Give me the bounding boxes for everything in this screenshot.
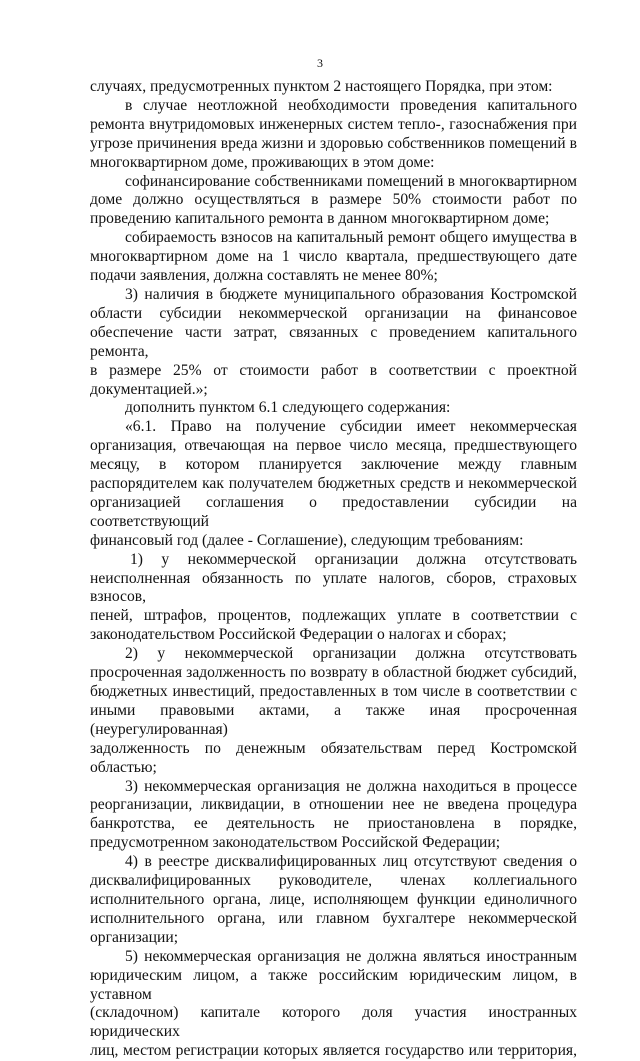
text-line: неисполненная обязанность по уплате налогов, сборов, страховых взносов, (90, 569, 577, 606)
text-line: дисквалифицированных руководителе, членах коллегиального (90, 872, 577, 890)
text-line: 3) некоммерческая организация не должна находиться в процессе (125, 777, 577, 795)
text-line: проведению капитального ремонта в данном многоквартирном доме; (90, 210, 550, 228)
text-line: просроченная задолженность по возврату в областной бюджет субсидий, (90, 664, 577, 682)
text-line: многоквартирном доме, проживающих в этом доме: (90, 153, 435, 171)
text-line: исполнительного органа, или главном бухгалтере некоммерческой (90, 909, 577, 927)
text-line: 2) у некоммерческой организации должна отсутствовать (125, 645, 577, 663)
text-line: 5) некоммерческая организация не должна являться иностранным (125, 947, 577, 965)
text-line: угрозе причинения вреда жизни и здоровью собственников помещений в (90, 134, 577, 152)
text-line: (складочном) капитале которого доля участия иностранных юридических (90, 1004, 577, 1041)
text-line: документацией.»; (90, 380, 208, 398)
text-line: финансовый год (далее - Соглашение), следующим требованиям: (90, 531, 524, 549)
page-number: 3 (317, 56, 323, 70)
text-line: обеспечение части затрат, связанных с проведением капитального ремонта, (90, 323, 577, 360)
text-line: организации; (90, 928, 179, 946)
text-line: лиц, местом регистрации которых является государство или территория, (90, 1042, 577, 1060)
text-line: в случае неотложной необходимости проведения капитального (125, 96, 577, 114)
text-line: месяцу, в котором планируется заключение между главным (90, 456, 577, 474)
text-line: 4) в реестре дисквалифицированных лиц отсутствуют сведения о (125, 853, 577, 871)
text-line: «6.1. Право на получение субсидии имеет некоммерческая (125, 418, 577, 436)
text-line: бюджетных инвестиций, предоставленных в том числе в соответствии с (90, 683, 577, 700)
text-line: случаях, предусмотренных пунктом 2 настоящего Порядка, при этом: (90, 78, 553, 95)
text-line: распорядителем как получателем бюджетных средств и некоммерческой (90, 475, 577, 493)
text-line: исполнительного органа, лице, исполняющем функции единоличного (90, 890, 577, 908)
text-line: иными правовыми актами, а также иная просроченная (неурегулированная) (90, 701, 577, 738)
text-line: в размере 25% от стоимости работ в соответствии с проектной (90, 361, 577, 379)
text-line: задолженность по денежным обязательствам перед Костромской областью; (90, 739, 577, 776)
document-body (90, 78, 577, 1061)
text-line: 3) наличия в бюджете муниципального образования Костромской (125, 285, 577, 303)
text-line: банкротства, ее деятельность не приостановлена в порядке, (90, 815, 577, 833)
text-line: организацией соглашения о предоставлении субсидии на соответствующий (90, 493, 577, 530)
text-line: ремонта внутридомовых инженерных систем тепло-, газоснабжения при (90, 115, 577, 133)
text-line: 1) у некоммерческой организации должна отсутствовать (130, 550, 577, 568)
text-line: предусмотренном законодательством Российской Федерации; (90, 834, 501, 852)
text-line: организация, отвечающая на первое число месяца, предшествующего (90, 437, 577, 455)
text-line: пеней, штрафов, процентов, подлежащих уплате в соответствии с (90, 607, 577, 625)
text-line: области субсидии некоммерческой организации на финансовое (90, 304, 577, 322)
text-line: многоквартирном доме на 1 число квартала, предшествующего дате (90, 248, 577, 266)
text-line: законодательством Российской Федерации о налогах и сборах; (90, 626, 507, 644)
text-line: реорганизации, ликвидации, в отношении нее не введена процедура (90, 796, 577, 814)
text-line: юридическим лицом, а также российским юридическим лицом, в уставном (90, 966, 577, 1003)
text-line: дополнить пунктом 6.1 следующего содержания: (125, 399, 451, 417)
text-line: собираемость взносов на капитальный ремонт общего имущества в (125, 229, 577, 247)
text-line: доме должно осуществляться в размере 50% стоимости работ по (90, 191, 577, 209)
text-line: подачи заявления, должна составлять не менее 80%; (90, 267, 438, 285)
text-line: софинансирование собственниками помещений в многоквартирном (125, 172, 577, 190)
